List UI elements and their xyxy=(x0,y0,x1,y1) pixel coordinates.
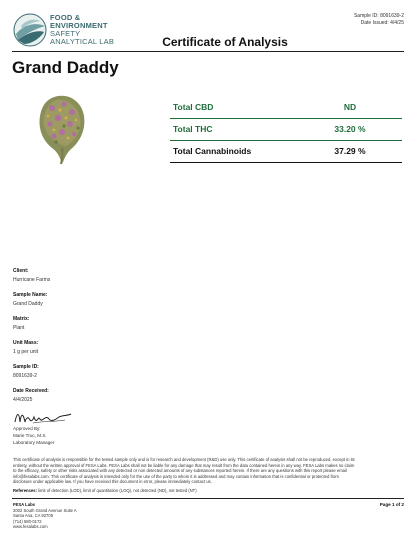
field-label: Sample Name: xyxy=(13,292,48,298)
header-divider xyxy=(12,51,404,52)
result-label: Total THC xyxy=(173,124,213,134)
footer-phone: (714) 580-0172 xyxy=(13,518,42,524)
field-label: Unit Mass: xyxy=(13,340,39,346)
field-label: Client: xyxy=(13,268,29,274)
disclaimer-line: info@fesalabs.com. This certificate of analysis is intended only for the use of the party to whom it is addressed and may contain information that is confidential or protected from xyxy=(13,473,339,479)
field-value: 8091639-2 xyxy=(13,373,37,379)
field-value: 4/4/2025 xyxy=(13,397,33,403)
field-label: Date Received: xyxy=(13,388,49,394)
field-client xyxy=(13,268,213,284)
logo-wordmark: FOOD & ENVIRONMENT SAFETY ANALYTICAL LAB xyxy=(50,13,115,46)
result-value: ND xyxy=(343,102,357,112)
approved-by-label: Approved By: xyxy=(13,426,41,431)
cannabis-bud-image xyxy=(36,92,88,166)
result-value: 33.20 % xyxy=(334,124,366,134)
footer-company: FESA Labs xyxy=(13,502,35,507)
references-text: limit of detection (LOD), limit of quantitation (LOQ), not detected (ND), not tested (NT) xyxy=(36,488,197,493)
sample-id-header: Sample ID: 8091639-2 xyxy=(353,13,404,19)
signature xyxy=(13,408,73,426)
cannabinoid-summary-table xyxy=(170,97,402,163)
date-issued: Date Issued: 4/4/25 xyxy=(360,20,404,26)
result-row-total-cbd xyxy=(170,97,402,119)
approver-name: Marie Truc, M.S. xyxy=(13,432,47,438)
field-matrix xyxy=(13,316,213,332)
field-sample-name xyxy=(13,292,213,308)
result-row-total-thc xyxy=(170,119,402,141)
sample-meta xyxy=(354,13,404,27)
disclaimer-line: to the efficacy, safety or other risks associated with any detected or non detected amounts of any substances reported herein. If there are any questions with this report please email xyxy=(13,468,347,474)
footer-divider xyxy=(12,498,404,499)
field-sample-id xyxy=(13,364,213,380)
approval-block xyxy=(13,426,54,446)
result-value: 37.29 % xyxy=(334,146,366,156)
field-label: Sample ID: xyxy=(13,364,39,370)
disclaimer-line: entirety, without the written approval of FESA Labs. FESA Labs shall not be liable for any damage that may result from the data contained herein in any way. FESA Labs makes no claim xyxy=(13,462,355,468)
footer-address-line: Santa Ana, CA 92705 xyxy=(13,513,54,519)
field-unit-mass xyxy=(13,340,213,356)
field-date-received xyxy=(13,388,213,404)
page-number: Page 1 of 2 xyxy=(379,502,404,507)
product-name: Grand Daddy xyxy=(12,58,119,77)
disclaimer-line: disclosure under applicable law. If you have received this document in error, please immediately contact us. xyxy=(13,479,212,485)
references xyxy=(13,488,405,494)
field-value: 1 g per unit xyxy=(13,349,39,355)
field-value: Plant xyxy=(13,325,25,331)
disclaimer-line: This certificate of analysis is responsible for the tested sample only and is for research and development (R&D) use only. This certificate of analysis shall not be reproduced, except in its xyxy=(13,457,355,462)
result-label: Total CBD xyxy=(173,102,214,112)
result-label: Total Cannabinoids xyxy=(173,146,252,156)
field-value: Grand Daddy xyxy=(13,301,43,307)
document-title: Certificate of Analysis xyxy=(162,35,288,49)
references-label: References: xyxy=(13,488,37,493)
result-row-total-cannabinoids xyxy=(170,141,402,163)
footer-website: www.fesalabs.com xyxy=(13,524,48,530)
field-value: Hurricane Farms xyxy=(13,277,51,283)
disclaimer xyxy=(13,457,405,485)
footer-address xyxy=(13,502,77,530)
approver-role: Laboratory Manager xyxy=(13,439,55,445)
sample-info xyxy=(13,268,213,412)
footer-address-line: 2002 South Grand Avenue Suite A xyxy=(13,507,77,513)
field-label: Matrix: xyxy=(13,316,30,322)
